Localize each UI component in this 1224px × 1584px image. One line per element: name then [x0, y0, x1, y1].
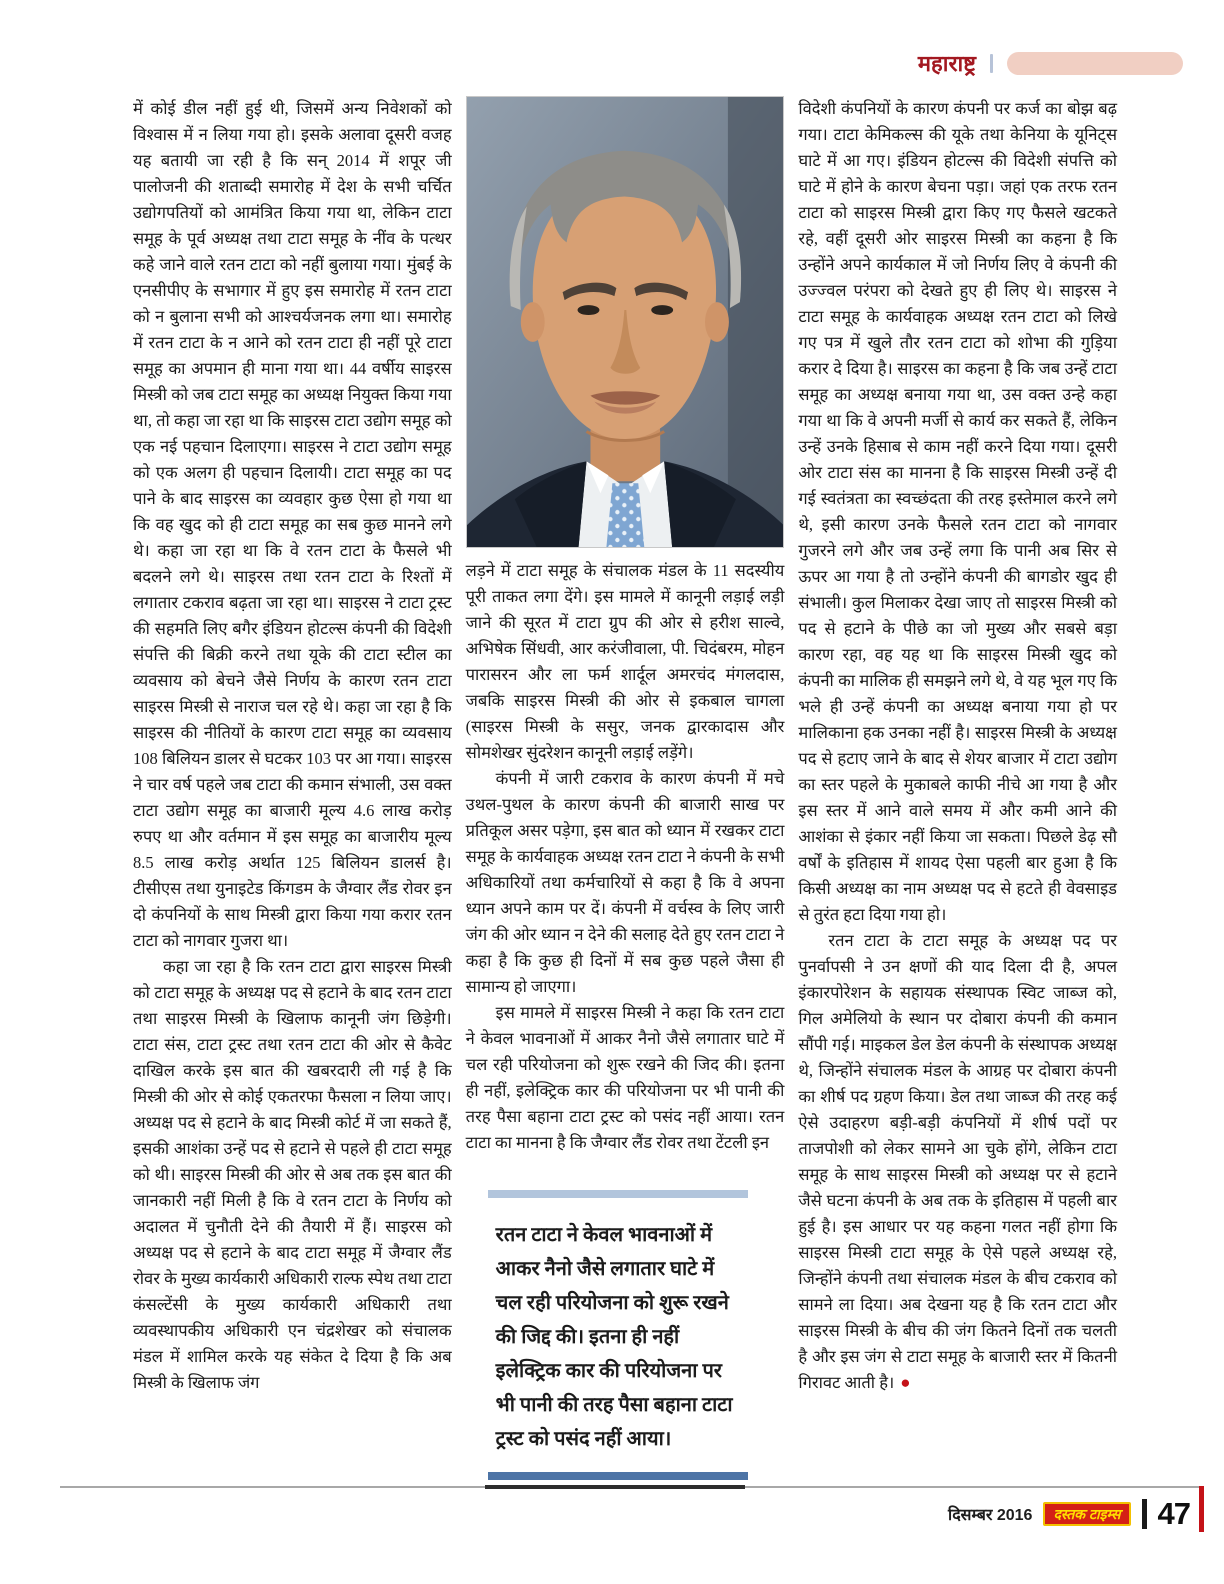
- header-divider: [990, 54, 993, 73]
- pull-quote-text: रतन टाटा ने केवल भावनाओं में आकर नैनो जैसे लगातार घाटे में चल रही परियोजना को शुरू रखने की जिद्द की। इतना ही नहीं इलेक्ट्रिक कार की परियोजना पर भी पानी की तरह पैसा बहाना टाटा ट्रस्ट को पसंद नहीं आया।: [495, 1224, 733, 1450]
- page-number: 47: [1157, 1496, 1190, 1531]
- paragraph: लड़ने में टाटा समूह के संचालक मंडल के 11 सदस्यीय पूरी ताकत लगा देंगे। इस मामले में कानूनी लड़ाई लड़ी जाने की सूरत में टाटा ग्रुप की ओर से हरीश साल्वे, अभिषेक सिंधवी, आर करंजीवाला, पी. चिदंबरम, मोहन पारासरन और ला फर्म शार्दूल अमरचंद मंगलदास, जबकि साइरस मिस्त्री की ओर से इकबाल चागला (साइरस मिस्त्री के ससुर, जनक द्वारकादास और सोमशेखर सुंदरेशन कानूनी लड़ाई लड़ेंगे।: [465, 561, 785, 762]
- article-body: [133, 96, 1117, 1480]
- paragraph: कंपनी में जारी टकराव के कारण कंपनी में मचे उथल-पुथल के कारण कंपनी की बाजारी साख पर प्रतिकूल असर पड़ेगा, इस बात को ध्यान में रखकर टाटा समूह के कार्यवाहक अध्यक्ष रतन टाटा ने कंपनी के सभी अधिकारियों तथा कर्मचारियों से कहा है कि वे अपना ध्यान अपने काम पर दें। कंपनी में वर्चस्व के लिए जारी जंग की ओर ध्यान न देने की सलाह देते हुए रतन टाटा ने कहा है कि कुछ ही दिनों में सब कुछ पहले जैसा ही सामान्य हो जाएगा।: [465, 769, 785, 996]
- article-column-2: [466, 96, 785, 1480]
- article-column-3: [798, 96, 1117, 1480]
- portrait-illustration: [467, 97, 784, 547]
- quote-bottom-bar: [488, 1472, 749, 1480]
- article-end-dot: ●: [900, 1373, 911, 1392]
- ratan-tata-photo: [466, 96, 785, 548]
- paragraph: [798, 928, 1117, 1396]
- article-column-1: [133, 96, 452, 1480]
- paragraph: कहा जा रहा है कि रतन टाटा द्वारा साइरस मिस्त्री को टाटा समूह के अध्यक्ष पद से हटाने के बाद रतन टाटा तथा साइरस मिस्त्री के खिलाफ कानूनी जंग छिड़ेगी। टाटा संस, टाटा ट्रस्ट तथा रतन टाटा की ओर से कैवेट दाखिल करके इस बात की खबरदारी ली गई है कि मिस्त्री की ओर से कोई एकतरफा फैसला न लिया जाए। अध्यक्ष पद से हटाने के बाद मिस्त्री कोर्ट में जा सकते हैं, इसकी आशंका उन्हें पद से हटाने से पहले ही टाटा समूह को थी। साइरस मिस्त्री की ओर से अब तक इस बात की जानकारी नहीं मिली है कि वे रतन टाटा के निर्णय को अदालत में चुनौती देने की तैयारी में हैं। साइरस को अध्यक्ष पद से हटाने के बाद टाटा समूह में जैग्वार लैंड रोवर के मुख्य कार्यकारी अधिकारी राल्फ स्पेथ तथा टाटा कंसल्टेंसी के मुख्य कार्यकारी अधिकारी तथा व्यवस्थापकीय अधिकारी एन चंद्रशेखर को संचालक मंडल में शामिल करके यह संकेत दे दिया है कि अब मिस्त्री के खिलाफ जंग: [133, 957, 452, 1392]
- footer-divider: [1142, 1499, 1147, 1529]
- footer-rule-dark-segment: [485, 1485, 745, 1489]
- issue-date: दिसम्बर 2016: [948, 1507, 1033, 1524]
- paragraph: इस मामले में साइरस मिस्त्री ने कहा कि रतन टाटा ने केवल भावनाओं में आकर नैनो जैसे लगातार घाटे में चल रही परियोजना को शुरू रखने की जिद की। इतना ही नहीं, इलेक्ट्रिक कार की परियोजना पर भी पानी की तरह पैसा बहाना टाटा ट्रस्ट को पसंद नहीं आया। रतन टाटा का मानना है कि जैग्वार लैंड रोवर तथा टेंटली इन: [465, 1003, 785, 1152]
- footer-red-strip: [1199, 1486, 1204, 1532]
- page-header: [918, 52, 1183, 75]
- paragraph: विदेशी कंपनियों के कारण कंपनी पर कर्ज का बोझ बढ़ गया। टाटा केमिकल्स की यूके तथा केनिया के यूनिट्स घाटे में आ गए। इंडियन होटल्स की विदेशी संपत्ति को घाटे में होने के कारण बेचना पड़ा। जहां एक तरफ रतन टाटा को साइरस मिस्त्री द्वारा किए गए फैसले खटकते रहे, वहीं दूसरी ओर साइरस मिस्त्री का कहना है कि उन्होंने अपने कार्यकाल में जो निर्णय लिए वे कंपनी की उज्ज्वल परंपरा को देखते हुए ही लिए थे। साइरस ने टाटा समूह के कार्यवाहक अध्यक्ष रतन टाटा को लिखे गए पत्र में खुले तौर रतन टाटा को शोभा की गुड़िया करार दे दिया है। साइरस का कहना है कि जब उन्हें टाटा समूह का अध्यक्ष बनाया गया था, उस वक्त उन्हे कहा गया था कि वे अपनी मर्जी से कार्य कर सकते हैं, लेकिन उन्हें उनके हिसाब से काम नहीं करने दिया गया। दूसरी ओर टाटा संस का मानना है कि साइरस मिस्त्री उन्हें दी गई स्वतंत्रता का स्वच्छंदता की तरह इस्तेमाल करने लगे थे, इसी कारण उनके फैसले रतन टाटा को नागवार गुजरने लगे और जब उन्हें लगा कि पानी अब सिर से ऊपर आ गया है तो उन्होंने कंपनी की बागडोर खुद ही संभाली। कुल मिलाकर देखा जाए तो साइरस मिस्त्री को पद से हटाने के पीछे का जो मुख्य और सबसे बड़ा कारण रहा, वह यह था कि साइरस मिस्त्री खुद को कंपनी का मालिक ही समझने लगे थे, वे यह भूल गए कि भले ही उन्हें कंपनी का अध्यक्ष बनाया गया हो पर मालिकाना हक उनका नहीं है। साइरस मिस्त्री के अध्यक्ष पद से हटाए जाने के बाद से शेयर बाजार में टाटा उद्योग का स्तर पहले के मुकाबले काफी नीचे आ गया है और इस स्तर में आने वाले समय में और कमी आने की आशंका से इंकार नहीं किया जा सकता। पिछले डेढ़ सौ वर्षों के इतिहास में शायद ऐसा पहली बार हुआ है कि किसी अध्यक्ष का नाम अध्यक्ष पद से हटते ही वेवसाइड से तुरंत हटा दिया गया हो।: [798, 99, 1118, 924]
- paragraph-text: रतन टाटा के टाटा समूह के अध्यक्ष पद पर पुनर्वापसी ने उन क्षणों की याद दिला दी है, अपल इंकारपोरेशन के सहायक संस्थापक स्विट जाब्ज को, गिल अमेलियो के स्थान पर दोबारा कंपनी की कमान सौंपी गई। माइकल डेल डेल कंपनी के संस्थापक अध्यक्ष थे, जिन्होंने संचालक मंडल के आग्रह पर दोबारा कंपनी का शीर्ष पद ग्रहण किया। डेल तथा जाब्ज की तरह कई ऐसे उदाहरण बड़ी-बड़ी कंपनियों में शीर्ष पदों पर ताजपोशी को लेकर सामने आ चुके होंगे, लेकिन टाटा समूह के साथ साइरस मिस्त्री को अध्यक्ष पर से हटाने जैसे घटना कंपनी के अब तक के इतिहास में पहली बार हुई है। इस आधार पर यह कहना गलत नहीं होगा कि साइरस मिस्त्री टाटा समूह के ऐसे पहले अध्यक्ष रहे, जिन्होंने कंपनी तथा संचालक मंडल के बीच टकराव को सामने ला दिया। अब देखना यह है कि रतन टाटा और साइरस मिस्त्री के बीच की जंग कितने दिनों तक चलती है और इस जंग से टाटा समूह के बाजारी स्तर में कितनी गिरावट आती है।: [798, 931, 1118, 1392]
- pull-quote: [488, 1190, 749, 1480]
- paragraph: में कोई डील नहीं हुई थी, जिसमें अन्य निवेशकों को विश्वास में न लिया गया हो। इसके अलावा दूसरी वजह यह बतायी जा रही है कि सन् 2014 में शपूर जी पालोजनी की शताब्दी समारोह में देश के सभी चर्चित उद्योगपतियों को आमंत्रित किया गया था, लेकिन टाटा समूह के पूर्व अध्यक्ष तथा टाटा समूह के नींव के पत्थर कहे जाने वाले रतन टाटा को नहीं बुलाया गया। मुंबई के एनसीपीए के सभागार में हुए इस समारोह में रतन टाटा को न बुलाना सभी को आश्चर्यजनक लगा था। समारोह में रतन टाटा के न आने को रतन टाटा ही नहीं पूरे टाटा समूह का अपमान ही माना गया था। 44 वर्षीय साइरस मिस्त्री को जब टाटा समूह का अध्यक्ष नियुक्त किया गया था, तो कहा जा रहा था कि साइरस टाटा उद्योग समूह को एक नई पहचान दिलाएगा। साइरस ने टाटा उद्योग समूह को एक अलग ही पहचान दिलायी। टाटा समूह का पद पाने के बाद साइरस का व्यवहार कुछ ऐसा हो गया था कि वह खुद को ही टाटा समूह का सब कुछ मानने लगे थे। कहा जा रहा था कि वे रतन टाटा के फैसले भी बदलने लगे थे। साइरस तथा रतन टाटा के रिश्तों में लगातार टकराव बढ़ता जा रहा था। साइरस ने टाटा ट्रस्ट की सहमति लिए बगैर इंडियन होटल्स कंपनी की विदेशी संपत्ति की बिक्री करने तथा यूके की टाटा स्टील का व्यवसाय को बेचने जैसे निर्णय के कारण रतन टाटा साइरस मिस्त्री से नाराज चल रहे थे। कहा जा रहा है कि साइरस की नीतियों के कारण टाटा समूह का व्यवसाय 108 बिलियन डालर से घटकर 103 पर आ गया। साइरस ने चार वर्ष पहले जब टाटा की कमान संभाली, उस वक्त टाटा उद्योग समूह का बाजारी मूल्य 4.6 लाख करोड़ रुपए था और वर्तमान में इस समूह का बाजारीय मूल्य 8.5 लाख करोड़ अर्थात 125 बिलियन डालर्स है। टीसीएस तथा युनाइटेड किंगडम के जैग्वार लैंड रोवर इन दो कंपनियों के साथ मिस्त्री द्वारा किया गया करार रतन टाटा को नागवार गुजरा था।: [133, 99, 452, 950]
- footer-rule: [60, 1486, 1200, 1488]
- section-title: महाराष्ट्र: [917, 50, 976, 76]
- header-pill: [1007, 52, 1183, 75]
- page-footer: [948, 1496, 1190, 1532]
- magazine-logo: दस्तक टाइम्स: [1043, 1502, 1130, 1527]
- quote-top-bar: [488, 1190, 749, 1198]
